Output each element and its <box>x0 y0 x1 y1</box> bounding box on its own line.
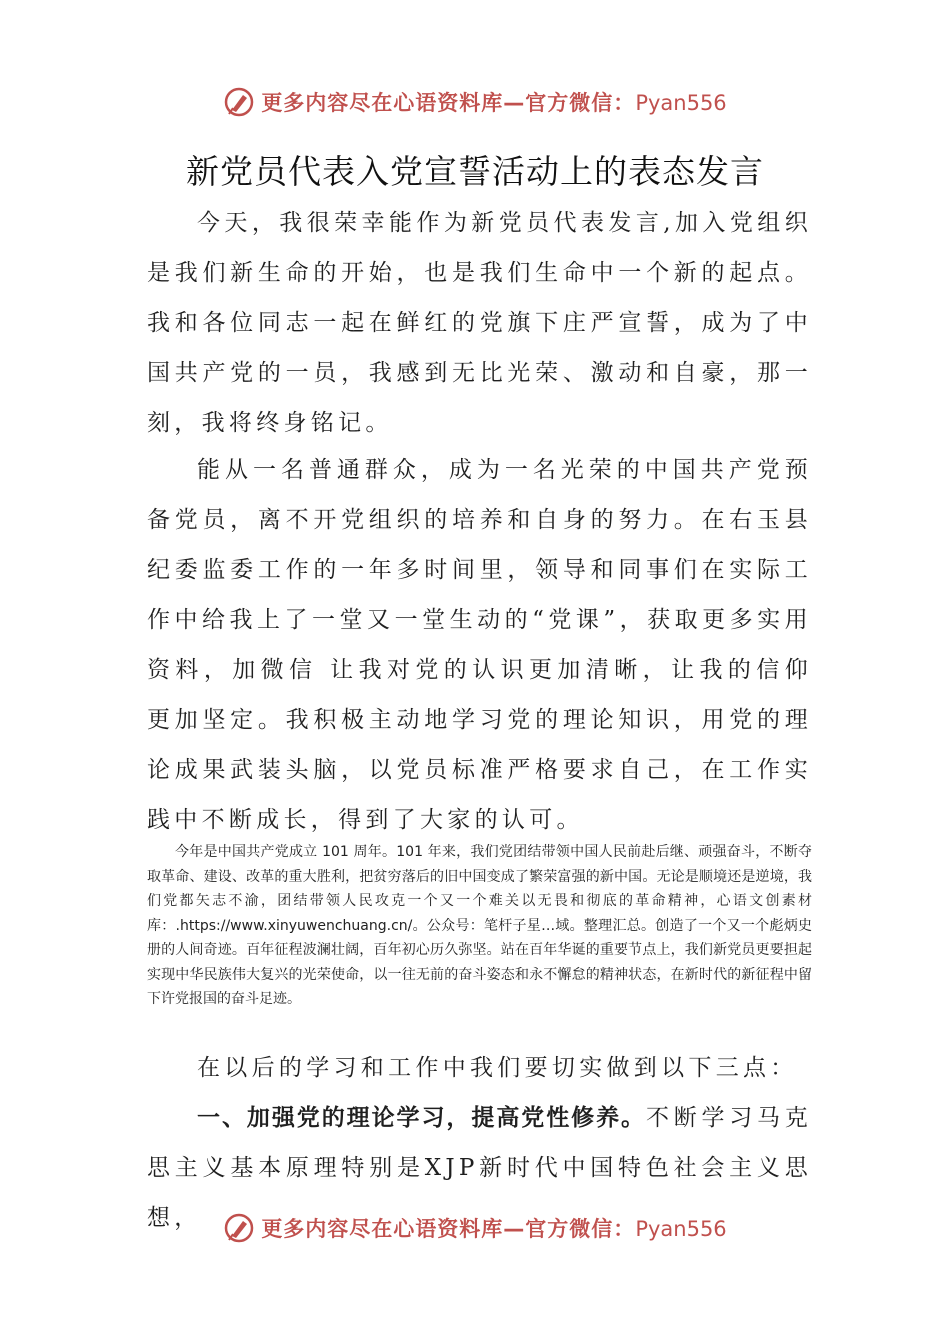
paragraph-2-block <box>147 445 812 845</box>
paragraph-1-block <box>147 198 812 448</box>
paragraph-2: 能从一名普通群众，成为一名光荣的中国共产党预备党员，离不开党组织的培养和自身的努力。在右玉县纪委监委工作的一年多时间里，领导和同事们在实际工作中给我上了一堂又一堂生动的“党课”，获取更多实用资料，加微信 让我对党的认识更加清晰，让我的信仰更加坚定。我积极主动地学习党的理论知识，用党的理论成果武装头脑，以党员标准严格要求自己，在工作实践中不断成长，得到了大家的认可。 <box>147 457 812 833</box>
header-banner <box>0 82 950 122</box>
wechat-id: Pyan556 <box>635 1217 727 1241</box>
wechat-id: Pyan556 <box>635 91 727 115</box>
paragraph-4: 在以后的学习和工作中我们要切实做到以下三点： <box>197 1055 798 1081</box>
paragraph-3-block <box>147 840 812 1012</box>
section-heading-1: 一、加强党的理论学习，提高党性修养。 <box>197 1105 646 1131</box>
paragraph-5-text: 不断学习马克思主义基本原理特别是XJP新时代中国特色社会主义思想， <box>147 1105 812 1231</box>
paragraph-3: 今年是中国共产党成立 101 周年。101 年来，我们党团结带领中国人民前赴后继、顽强奋斗，不断夺取革命、建设、改革的重大胜利，把贫穷落后的旧中国变成了繁荣富强的新中国。无论是顺境还是逆境，我们党都矢志不渝，团结带领人民攻克一个又一个难关以无畏和彻底的革命精神，心语文创素材库：.https://www.xinyuwenchuang.cn/。公众号：笔杆子星…域。整理汇总。创造了一个又一个彪炳史册的人间奇迹。百年征程波澜壮阔，百年初心历久弥坚。站在百年华诞的重要节点上，我们新党员更要担起实现中华民族伟大复兴的光荣使命，以一往无前的奋斗姿态和永不懈怠的精神状态，在新时代的新征程中留下许党报国的奋斗足迹。 <box>147 844 812 1007</box>
footer-banner <box>0 1208 950 1248</box>
page-title: 新党员代表入党宣誓活动上的表态发言 <box>186 152 764 191</box>
pen-nib-logo-icon <box>223 86 255 118</box>
banner-text: 更多内容尽在心语资料库—官方微信：Pyan556 <box>261 91 727 115</box>
pen-nib-logo-icon <box>223 1212 255 1244</box>
paragraph-1: 今天，我很荣幸能作为新党员代表发言,加入党组织是我们新生命的开始，也是我们生命中一个新的起点。我和各位同志一起在鲜红的党旗下庄严宣誓，成为了中国共产党的一员，我感到无比光荣、激动和自豪，那一刻，我将终身铭记。 <box>147 210 812 436</box>
banner-text: 更多内容尽在心语资料库—官方微信：Pyan556 <box>261 1217 727 1241</box>
paragraph-4-block <box>147 1043 812 1093</box>
